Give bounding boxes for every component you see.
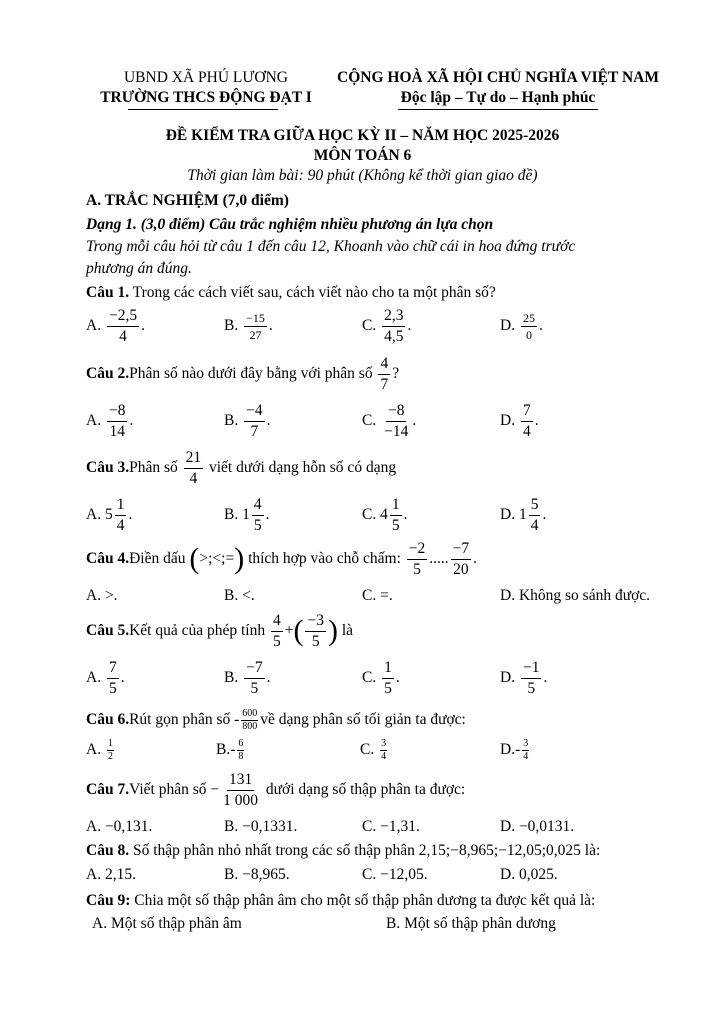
authority-name: UBND XÃ PHÚ LƯƠNG (123, 69, 288, 86)
fraction-numerator: 4 (271, 613, 283, 632)
fraction-numerator: −3 (305, 613, 326, 632)
fraction-denominator: 7 (380, 375, 389, 393)
question-text: Điền dấu (129, 550, 186, 567)
option-letter: D. (500, 669, 516, 686)
question-text: viết dưới dạng hỗn số có dạng (209, 459, 397, 476)
option-a[interactable] (86, 658, 125, 698)
fraction-denominator: 5 (272, 632, 281, 650)
right-paren: ) (327, 614, 338, 647)
option-end: . (141, 317, 145, 334)
fraction-numerator: 5 (529, 497, 541, 516)
option-b[interactable]: B. Một số thập phân dương (386, 915, 556, 932)
option-d[interactable] (500, 658, 547, 698)
fraction-denominator: 5 (250, 679, 259, 697)
fraction-denominator: 800 (242, 720, 258, 732)
fraction-denominator: 7 (250, 422, 259, 440)
question-text: về dạng phân số tối giản ta được: (260, 711, 466, 728)
option-c[interactable] (362, 495, 407, 535)
question-5-options (86, 658, 686, 698)
option-letter: C. (362, 506, 377, 523)
option-c[interactable] (362, 658, 400, 698)
fraction-denominator: 27 (249, 327, 262, 342)
option-letter: D. (500, 741, 516, 758)
question-label: Câu 8. (86, 842, 130, 859)
option-b[interactable] (224, 401, 270, 441)
option-a[interactable]: A. Một số thập phân âm (92, 915, 242, 932)
fraction-denominator: 4 (119, 327, 127, 345)
option-c[interactable]: C. =. (362, 587, 393, 604)
question-6-options (86, 734, 686, 766)
subject-title: MÔN TOÁN 6 (313, 147, 412, 164)
option-letter: C. (360, 741, 375, 758)
school-underline (128, 109, 278, 110)
fraction-denominator: 5 (413, 560, 421, 578)
question-text: Số thập phân nhỏ nhất trong các số thập phân 2,15;−8,965;−12,05;0,025 là: (129, 842, 601, 859)
option-a[interactable] (86, 306, 145, 346)
question-label: Câu 1. (86, 284, 130, 301)
signs: >;<;= (199, 550, 235, 567)
fraction-numerator: 21 (184, 450, 204, 469)
option-a[interactable] (86, 495, 132, 535)
fraction-denominator: 14 (109, 422, 125, 440)
mixed-whole: 1 (242, 506, 250, 523)
fraction-denominator: 4 (381, 750, 387, 762)
option-b[interactable]: B. −8,965. (224, 866, 290, 883)
option-b[interactable] (224, 306, 273, 346)
national-motto: Độc lập – Tự do – Hạnh phúc (400, 89, 596, 106)
question-text: Viết phân số − (129, 781, 220, 798)
option-b[interactable] (216, 734, 246, 766)
option-end: . (120, 669, 125, 686)
national-title: CỘNG HOÀ XÃ HỘI CHỦ NGHĨA VIỆT NAM (337, 69, 659, 86)
fraction-denominator: 5 (391, 516, 400, 534)
question-5 (86, 611, 353, 651)
fraction-numerator: 25 (522, 310, 535, 325)
fraction-numerator: 1 (107, 737, 113, 749)
option-end: . (407, 317, 412, 334)
option-d[interactable] (500, 495, 546, 535)
question-text: dưới dạng số thập phân ta được: (265, 781, 466, 798)
question-text: Trong các cách viết sau, cách viết nào cho ta một phân số? (129, 284, 496, 301)
fraction-numerator: −8 (107, 403, 128, 422)
option-d[interactable] (500, 734, 531, 766)
question-label: Câu 5. (86, 622, 130, 639)
question-1 (86, 284, 496, 302)
option-end: . (538, 317, 543, 334)
question-text: Rút gọn phân số - (129, 711, 240, 728)
option-letter: C. (362, 669, 377, 686)
fraction-denominator: 5 (108, 679, 117, 697)
option-a[interactable]: A. −0,131. (86, 818, 153, 835)
fraction-denominator: 20 (453, 560, 469, 578)
option-b[interactable]: B. <. (224, 587, 255, 604)
option-letter: C. (362, 412, 377, 429)
option-a[interactable]: A. >. (86, 587, 118, 604)
option-letter: D. (500, 506, 516, 523)
question-6 (86, 704, 466, 736)
fraction-denominator: 0 (525, 327, 532, 342)
option-b[interactable] (224, 658, 270, 698)
question-4 (86, 539, 477, 579)
exam-title: ĐỀ KIỂM TRA GIỮA HỌC KỲ II – NĂM HỌC 2025-2026 (165, 127, 560, 144)
option-d[interactable] (500, 306, 543, 346)
option-end: . (266, 669, 271, 686)
instruction-line-2: phương án đúng. (86, 260, 192, 277)
fraction-denominator: 8 (238, 750, 244, 762)
fraction-numerator: 4 (252, 497, 264, 516)
fraction-denominator: 2 (107, 750, 113, 762)
option-end: . (128, 506, 133, 523)
option-letter: A. (86, 741, 102, 758)
motto-underline (398, 109, 598, 110)
option-letter: D. (500, 412, 516, 429)
option-d[interactable] (500, 401, 539, 441)
fraction-numerator: 6 (238, 737, 244, 749)
fraction-numerator: 3 (381, 737, 387, 749)
school-name: TRƯỜNG THCS ĐỘNG ĐẠT I (100, 89, 312, 106)
question-3-options (86, 495, 686, 535)
question-label: Câu 3. (86, 459, 130, 476)
fraction-numerator: −2,5 (107, 308, 139, 327)
option-end: . (395, 669, 400, 686)
question-type-heading: Dạng 1. (3,0 điểm) Câu trắc nghiệm nhiều phương án lựa chọn (86, 216, 494, 233)
question-2 (86, 354, 399, 394)
fraction-numerator: −15 (246, 310, 265, 325)
option-d[interactable]: D. −0,0131. (500, 818, 575, 835)
fraction-denominator: 1 000 (223, 791, 258, 809)
fraction-numerator: 131 (227, 772, 254, 791)
option-letter: B. (216, 741, 231, 758)
fraction-numerator: 1 (115, 497, 127, 516)
fraction-numerator: 600 (242, 707, 258, 719)
fraction-denominator: 4 (189, 469, 198, 487)
option-d[interactable]: D. Không so sánh được. (500, 587, 651, 604)
instruction-line-1: Trong mỗi câu hỏi từ câu 1 đến câu 12, Khoanh vào chữ cái in hoa đứng trước (86, 238, 576, 255)
option-end: . (543, 669, 548, 686)
option-end: . (265, 506, 270, 523)
fraction-numerator: −4 (244, 403, 265, 422)
option-end: . (542, 506, 547, 523)
option-end: . (129, 412, 134, 429)
fraction-denominator: 4 (116, 516, 125, 534)
question-7 (86, 769, 465, 811)
option-letter: B. (224, 317, 239, 334)
option-b[interactable] (224, 495, 269, 535)
fraction-denominator: 5 (253, 516, 262, 534)
option-end: . (266, 412, 271, 429)
left-paren: ( (293, 614, 304, 647)
right-paren: ) (234, 542, 245, 575)
question-text: Kết quả của phép tính (129, 622, 266, 639)
question-text: thích hợp vào chỗ chấm: (248, 550, 401, 567)
question-1-options (86, 306, 686, 346)
option-letter: A. (86, 669, 102, 686)
option-a[interactable]: A. 2,15. (86, 866, 136, 883)
option-c[interactable] (360, 734, 389, 766)
option-end: . (403, 506, 408, 523)
fraction-denominator: 4,5 (384, 327, 404, 345)
option-letter: A. (86, 412, 102, 429)
option-c[interactable]: C. −1,31. (362, 818, 420, 835)
question-3 (86, 448, 396, 488)
fraction-denominator: 4 (522, 422, 531, 440)
question-9 (86, 892, 595, 910)
option-letter: C. (362, 317, 377, 334)
question-8 (86, 842, 600, 860)
blank-dots: ..... (429, 550, 449, 567)
option-a[interactable] (86, 401, 133, 441)
mixed-whole: 5 (104, 506, 113, 523)
option-letter: B. (224, 412, 239, 429)
question-label: Câu 2. (86, 365, 130, 382)
option-a[interactable] (86, 734, 116, 766)
fraction-numerator: 1 (390, 497, 402, 516)
question-label: Câu 4. (86, 550, 130, 567)
left-paren: ( (189, 542, 200, 575)
option-letter: D. (500, 317, 516, 334)
fraction-numerator: −7 (451, 541, 472, 560)
fraction-numerator: 4 (378, 356, 390, 375)
option-end: . (268, 317, 273, 334)
question-text: Phân số nào dưới đây bằng với phân số (129, 365, 373, 382)
exam-duration: Thời gian làm bài: 90 phút (Không kể thời gian giao đề) (187, 167, 538, 184)
question-text: là (341, 622, 354, 639)
question-label: Câu 7. (86, 781, 130, 798)
section-a-heading: A. TRẮC NGHIỆM (7,0 điểm) (86, 192, 289, 209)
mixed-whole: 4 (380, 506, 388, 523)
mixed-whole: 1 (518, 506, 527, 523)
fraction-denominator: −14 (384, 422, 409, 440)
fraction-numerator: −1 (521, 660, 542, 679)
fraction-denominator: 5 (384, 679, 392, 697)
fraction-numerator: −8 (386, 403, 407, 422)
option-end: . (412, 412, 417, 429)
option-letter: A. (86, 317, 102, 334)
option-letter: A. (86, 506, 102, 523)
fraction-numerator: −7 (244, 660, 265, 679)
fraction-denominator: 5 (527, 679, 536, 697)
fraction-numerator: 7 (107, 660, 119, 679)
question-text: Phân số (129, 459, 178, 476)
option-b[interactable]: B. −0,1331. (224, 818, 298, 835)
option-c[interactable] (362, 401, 416, 441)
option-end: . (534, 412, 539, 429)
fraction-numerator: 3 (523, 737, 529, 749)
option-c[interactable] (362, 306, 411, 346)
question-2-options (86, 401, 686, 441)
question-label: Câu 9: (86, 892, 131, 909)
option-letter: B. (224, 506, 239, 523)
option-prefix: - (515, 741, 521, 758)
fraction-denominator: 4 (530, 516, 539, 534)
option-prefix: - (230, 741, 236, 758)
fraction-numerator: 7 (521, 403, 533, 422)
fraction-numerator: 2,3 (382, 308, 405, 327)
question-text: Chia một số thập phân âm cho một số thập phân dương ta được kết quả là: (130, 892, 596, 909)
option-letter: B. (224, 669, 239, 686)
option-d[interactable]: D. 0,025. (500, 866, 558, 883)
plus-sign: + (284, 622, 294, 639)
question-end: ? (392, 365, 400, 382)
question-end: . (473, 550, 478, 567)
option-c[interactable]: C. −12,05. (362, 866, 428, 883)
question-label: Câu 6. (86, 711, 130, 728)
fraction-numerator: 1 (382, 660, 394, 679)
fraction-denominator: 4 (523, 750, 529, 762)
fraction-denominator: 5 (311, 632, 320, 650)
fraction-numerator: −2 (407, 541, 428, 560)
